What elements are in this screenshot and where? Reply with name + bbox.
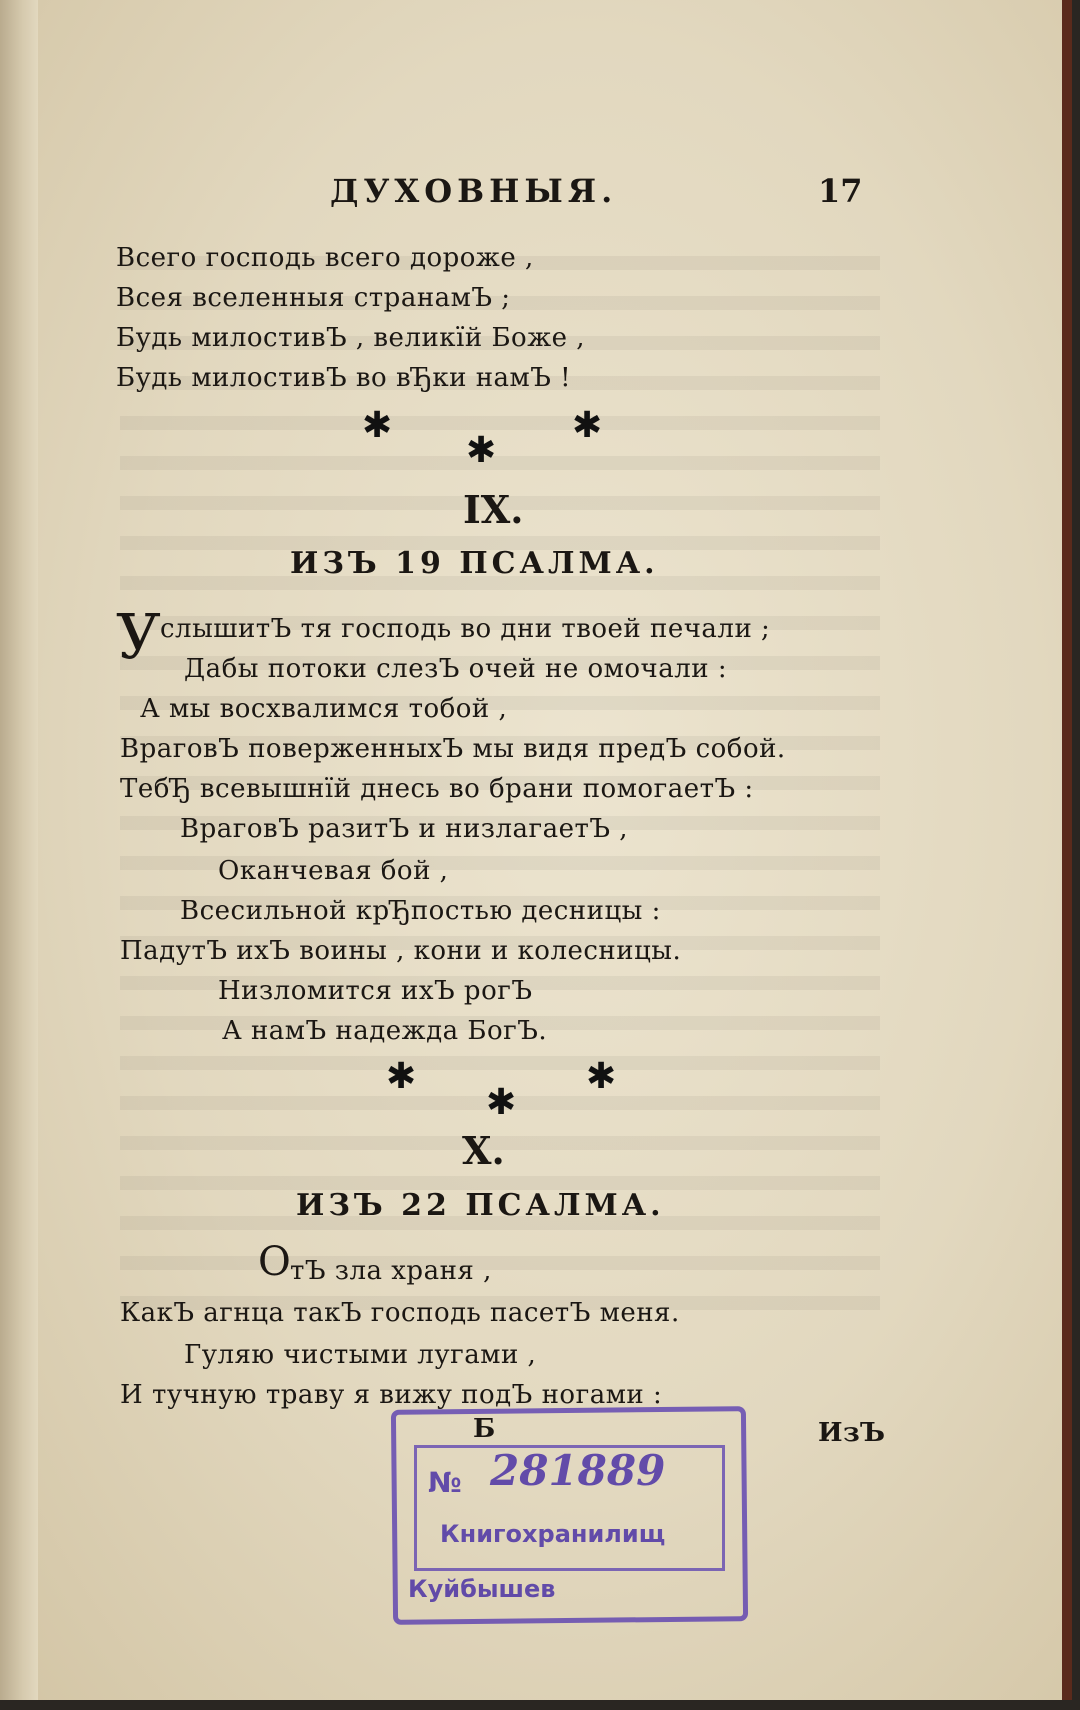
verse-line: И тучную траву я вижу подЪ ногами : (120, 1380, 663, 1410)
verse-line: слышитЪ тя господь во дни твоей печали ; (160, 614, 771, 644)
asterism-star: ✱ (386, 1056, 417, 1097)
verse-line: ВраговЪ разитЪ и низлагаетЪ , (180, 814, 629, 844)
verse-line: Всего господь всего дороже , (116, 243, 534, 273)
stamp-number-prefix: № (428, 1466, 462, 1499)
verse-line: ВраговЪ поверженныхЪ мы видя предЪ собой. (120, 734, 786, 764)
verse-line: Гуляю чистыми лугами , (184, 1340, 537, 1370)
verse-line: Всея вселенныя странамЪ ; (116, 283, 511, 313)
verse-line: Будь милостивЪ во вЂки намЪ ! (116, 363, 572, 393)
verse-line: тЪ зла храня , (290, 1256, 492, 1286)
section-10-title: ИЗЪ 22 ПСАЛМА. (296, 1188, 665, 1223)
page-gutter (0, 0, 38, 1700)
section-10-number: X. (462, 1128, 505, 1173)
large-initial: О (258, 1239, 291, 1285)
verse-line: А намЪ надежда БогЪ. (222, 1016, 548, 1046)
verse-line: А мы восхвалимся тобой , (140, 694, 508, 724)
verse-line: ТебЂ всевышнїй днесь во брани помогаетЪ : (120, 774, 754, 804)
verse-line: Оканчевая бой , (218, 856, 449, 886)
drop-cap: У (116, 600, 161, 673)
page-number: 17 (818, 172, 863, 210)
catchword: ИзЪ (818, 1418, 886, 1448)
verse-line: КакЪ агнца такЪ господь пасетЪ меня. (120, 1298, 680, 1328)
section-9-title: ИЗЪ 19 ПСАЛМА. (290, 546, 659, 581)
verse-line: Низломится ихЪ рогЪ (218, 976, 533, 1006)
asterism-star: ✱ (486, 1082, 517, 1123)
stamp-line-2: Куйбышев (408, 1575, 556, 1603)
section-9-number: IX. (463, 487, 524, 532)
signature-mark: Б (473, 1414, 496, 1444)
asterism-star: ✱ (572, 405, 603, 446)
verse-line: Всесильной крЂпостью десницы : (180, 896, 661, 926)
asterism-star: ✱ (466, 430, 497, 471)
stamp-number: 281889 (490, 1446, 666, 1495)
verse-line: Будь милостивЪ , великїй Боже , (116, 323, 586, 353)
asterism-star: ✱ (362, 405, 393, 446)
asterism-star: ✱ (586, 1056, 617, 1097)
running-title: ДУХОВНЫЯ. (330, 172, 618, 210)
verse-line: ПадутЪ ихЪ воины , кони и колесницы. (120, 936, 682, 966)
stamp-line-1: Книгохранилищ (440, 1520, 666, 1548)
verse-line: Дабы потоки слезЪ очей не омочали : (184, 654, 728, 684)
